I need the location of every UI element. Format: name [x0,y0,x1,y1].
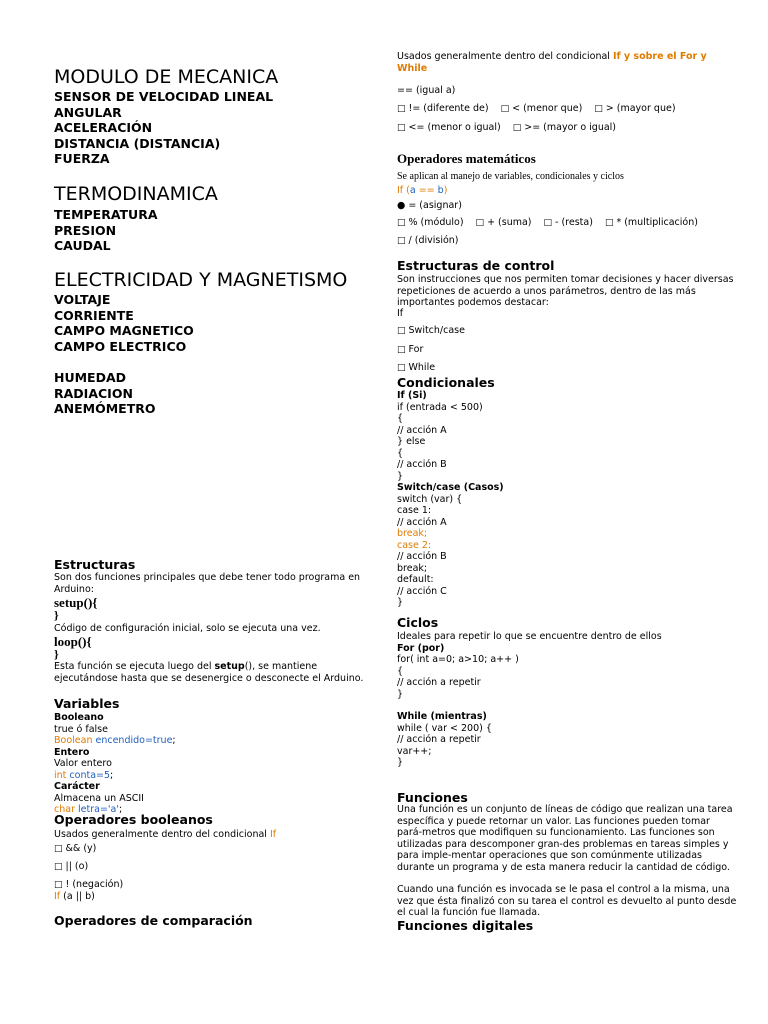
comp-op: □ != (diferente de) [397,103,489,116]
list-item: HUMEDAD [54,370,127,385]
comparacion-desc [397,51,737,74]
math-op: □ * (multiplicación) [605,217,698,230]
booleano-example [54,735,364,747]
termo-list [54,207,364,254]
entero-label: Entero [54,746,90,758]
code-text: == [415,185,438,196]
list-item: TEMPERATURA [54,207,158,222]
keyword: char [54,804,75,815]
comparacion-title: Operadores de comparación [54,913,253,928]
comp-op: □ >= (mayor o igual) [513,122,616,135]
code-line: // acción A [397,424,447,436]
code-text: conta=5 [66,769,111,781]
comp-op-row2 [397,103,737,116]
setup-code: setup(){ [54,595,98,610]
extra-list [54,370,364,417]
mecanica-title: MODULO DE MECANICA [54,66,279,88]
code-text: letra='a' [74,804,119,815]
if-block [397,390,737,609]
code-line: default: [397,574,434,585]
list-item: FUERZA [54,151,110,166]
keyword: Boolean [54,735,93,746]
code-line: switch (var) { [397,493,463,505]
list-item: VOLTAJE [54,292,111,307]
code-end: ; [118,804,123,815]
code-text: ) [443,185,448,196]
code-line: case 2: [397,539,432,551]
matematicos-title: Operadores matemáticos [397,151,536,166]
code-text: a [409,185,416,196]
bullet-dot-icon: ● [397,200,409,211]
while-title: While (mientras) [397,711,487,722]
estructuras-title: Estructuras [54,557,136,572]
code-line: } [397,597,404,608]
bool-op-not: □ ! (negación) [54,879,364,892]
booleano-label: Booleano [54,712,104,723]
for-block [397,631,737,700]
code-line: { [397,413,404,424]
code-text: If ( [397,185,410,196]
comp-op-row3 [397,122,737,135]
electricidad-title: ELECTRICIDAD Y MAGNETISMO [54,269,348,291]
loop-desc-text: Esta función se ejecuta luego del [54,661,215,672]
matematicos-desc: Se aplican al manejo de variables, condicionales y ciclos [397,171,624,182]
funciones-title: Funciones [397,790,468,805]
mecanica-list [54,89,364,167]
control-switch: □ Switch/case [397,325,737,338]
caracter-desc: Almacena un ASCII [54,792,144,804]
op-text: = (asignar) [408,200,462,211]
desc-text: Usados generalmente dentro del condicional [54,829,270,840]
code-line: // acción B [397,551,447,562]
keyword: int [54,769,67,781]
ciclos-title: Ciclos [397,615,439,630]
comp-op: □ < (menor que) [501,103,583,116]
comp-op: □ > (mayor que) [594,103,675,116]
for-title: For (por) [397,642,445,654]
caracter-label: Carácter [54,781,100,792]
math-op: □ - (resta) [544,217,593,230]
funciones-p2: Cuando una función es invocada se le pasa el control a la misma, una vez que ésta finalizó con su tarea el control es devuelto al punto desde el cual la función fue llamada. [397,884,737,918]
code-line: // acción a repetir [397,734,481,745]
bool-op-or: □ || (o) [54,861,364,874]
math-op: □ + (suma) [476,217,532,230]
booleanos-title: Operadores booleanos [54,812,213,827]
switch-title: Switch/case (Casos) [397,482,504,493]
termo-title: TERMODINAMICA [54,183,218,205]
electricidad-list [54,292,364,354]
math-op-assign [397,200,737,212]
code-line: // acción C [397,585,447,597]
variables-list [54,712,364,816]
loop-desc-setup: setup [214,661,245,672]
loop-desc [54,661,364,684]
code-line: } [397,757,404,768]
control-if: If [397,308,404,319]
code-line: } [397,688,404,700]
keyword: If [54,891,61,902]
setup-brace: } [54,608,59,622]
list-item: CORRIENTE [54,307,134,323]
matematicos-example [397,185,737,197]
comp-op-equal: == (igual a) [397,85,456,96]
loop-code: loop(){ [54,634,92,649]
code-end: ; [110,769,114,781]
condicionales-title: Condicionales [397,375,495,390]
list-item: RADIACION [54,385,133,401]
keyword: If y sobre el For y While [397,51,707,74]
code-line: var++; [397,745,432,757]
code-line: break; [397,562,428,574]
bool-example [54,891,364,903]
keyword: If [269,829,277,840]
ciclos-desc: Ideales para repetir lo que se encuentre dentro de ellos [397,631,662,642]
list-item: CAMPO ELECTRICO [54,338,187,354]
list-item: CAUDAL [54,238,111,253]
list-item: ANEMÓMETRO [54,401,156,416]
code-line: case 1: [397,505,432,516]
code-line: // acción A [397,516,447,528]
funciones-digitales-title: Funciones digitales [397,918,534,933]
code-line: while ( var < 200) { [397,722,492,734]
math-op-division: □ / (división) [397,235,737,248]
list-item: CAMPO MAGNETICO [54,323,194,338]
loop-brace: } [54,647,59,661]
code-line: // acción a repetir [397,677,481,688]
control-for: □ For [397,344,737,357]
desc-text: Usados generalmente dentro del condicional [397,51,613,62]
control-title: Estructuras de control [397,258,555,273]
code-line: break; [397,528,428,539]
setup-desc: Código de configuración inicial, solo se ejecuta una vez. [54,623,321,634]
code-line: { [397,447,404,459]
control-while: □ While [397,362,737,375]
entero-desc: Valor entero [54,758,112,769]
bool-op-and: □ && (y) [54,843,364,856]
code-line: { [397,665,404,677]
code-text: encendido=true [92,735,173,746]
code-line: for( int a=0; a>10; a++ ) [397,654,519,665]
code-end: ; [172,735,176,746]
booleanos-desc [54,829,364,841]
estructuras-desc: Son dos funciones principales que debe tener todo programa en Arduino: [54,572,361,595]
control-desc: Son instrucciones que nos permiten tomar decisiones y hacer diversas repeticiones de acuerdo a unos parámetros, dentro de las más importantes podemos destacar: [397,274,734,308]
math-op: □ % (módulo) [397,217,464,230]
loop-desc-rest: (), se mantiene ejecutándose hasta que se desenergice o desconecte el Arduino. [54,661,364,684]
funciones-p1: Una función es un conjunto de líneas de código que realizan una tarea específica y puede retornar un valor. Las funciones pueden tomar pará-metros que modifiquen su funcionamiento. Las funciones son utilizadas para descomponer gran-des problemas en tareas simples y para imple-mentar operaciones que son comúnmente utilizadas durante un programa y de esta manera reducir la cantidad de código. [397,804,733,873]
booleano-desc: true ó false [54,723,108,735]
code-text: b [437,185,444,196]
comp-op: □ <= (menor o igual) [397,122,501,135]
list-item: ACELERACIÓN [54,120,153,135]
math-op-row2 [397,217,737,230]
if-title: If (Si) [397,390,427,401]
code-line: // acción B [397,459,447,470]
code-line: } [397,470,404,482]
code-line: if (entrada < 500) [397,401,483,413]
code-line: } else [397,436,426,447]
while-block [397,711,737,769]
entero-example [54,770,364,782]
list-item: PRESION [54,222,117,238]
variables-title: Variables [54,696,120,711]
code-text: (a || b) [60,891,95,902]
list-item: DISTANCIA (DISTANCIA) [54,135,221,151]
list-item: SENSOR DE VELOCIDAD LINEAL [54,89,274,104]
list-item: ANGULAR [54,104,122,120]
